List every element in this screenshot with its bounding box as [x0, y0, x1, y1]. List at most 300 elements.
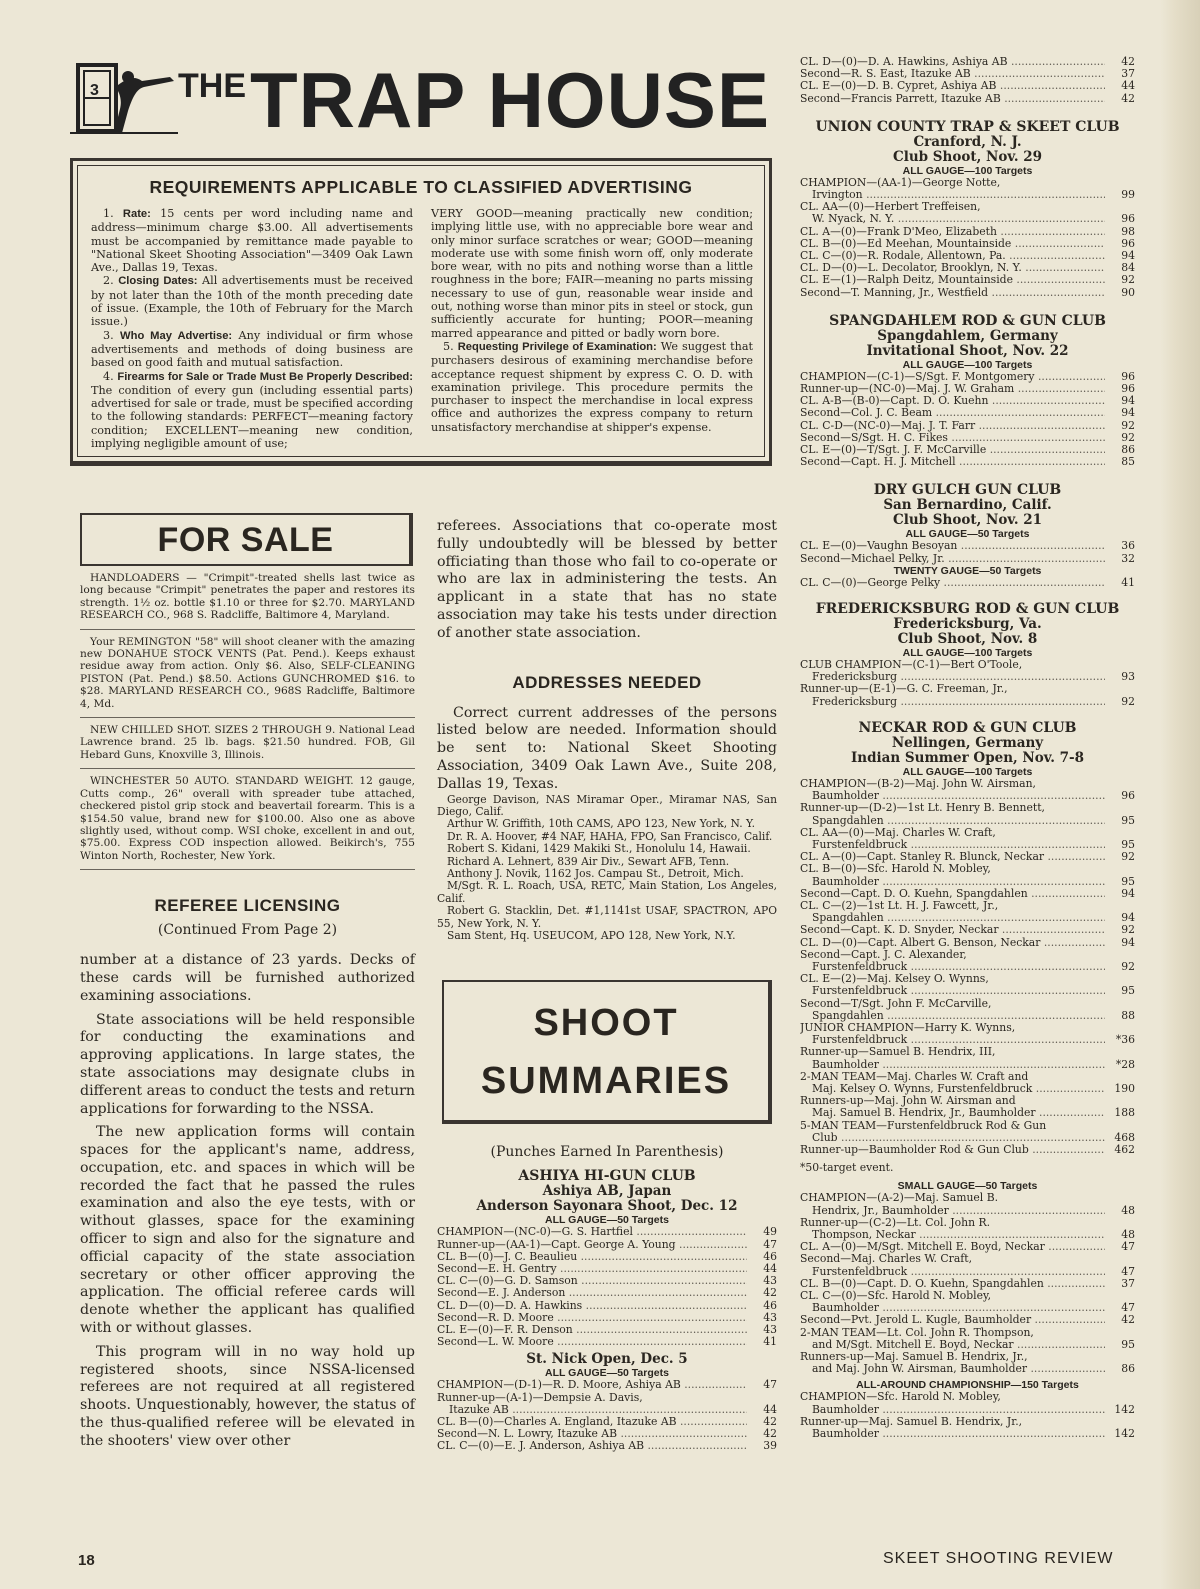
score-value: 93	[1105, 671, 1135, 683]
score-entry: CL. B—(0)—J. C. Beaulieu .....	[437, 1251, 747, 1263]
score-list	[800, 540, 1135, 564]
score-row	[800, 1363, 1135, 1375]
requirements-title: REQUIREMENTS APPLICABLE TO CLASSIFIED ADVERTISING	[149, 177, 693, 197]
gauge-heading: ALL GAUGE—50 Targets	[545, 1214, 669, 1227]
score-row	[437, 1428, 777, 1440]
score-entry: Spangdahlen .....	[800, 815, 1105, 827]
requirement-item: 5. Requesting Privilege of Examination: We suggest that purchasers desirous of examining merchandise before acceptance request shipment by express C. O. D. with examination privilege. This procedure permits the purchaser to inspect the merchandise in local express office and authorizes the express company to return unsatisfactory merchandise at shipper's expense.	[431, 339, 753, 434]
score-row	[800, 1132, 1135, 1144]
score-entry: CL. C—(0)—G. D. Samson .....	[437, 1275, 747, 1287]
list-item: Anthony J. Novik, 1162 Jos. Campau St., Detroit, Mich.	[447, 867, 744, 880]
score-row	[800, 1059, 1135, 1071]
score-value: 462	[1105, 1144, 1135, 1156]
club-name: FREDERICKSBURG ROD & GUN CLUB	[815, 601, 1120, 618]
score-entry: Runner-up—(C-2)—Lt. Col. John R.	[800, 1216, 991, 1229]
list-item: Robert G. Stacklin, Det. #1,1141st USAF, SPACTRON, APO 55, New York, N. Y.	[437, 904, 777, 930]
score-value: 44	[747, 1404, 777, 1416]
score-entry: Furstenfeldbruck .....	[800, 985, 1105, 997]
score-entry: Runner-up—(NC-0)—Maj. J. W. Graham .....	[800, 383, 1105, 395]
left-column	[80, 513, 415, 1457]
score-value: 142	[1105, 1404, 1135, 1416]
requirement-item: 1. Rate: 15 cents per word including name and address—minimum charge $3.00. All advertisements must be accompanied by remittance made payable to "National Skeet Shooting Association"—3409 Oak Lawn Ave., Dallas 19, Texas.	[91, 207, 413, 275]
page-number: 18	[78, 1552, 95, 1569]
score-row	[800, 1022, 1135, 1034]
score-value: *28	[1105, 1059, 1135, 1071]
score-entry: Baumholder .....	[800, 1404, 1105, 1416]
score-row	[800, 1229, 1135, 1241]
score-entry: CL. A—(0)—Capt. Stanley R. Blunck, Neckar .....	[800, 851, 1105, 863]
requirements-box	[70, 158, 772, 464]
score-entry: Second—L. W. Moore .....	[437, 1336, 747, 1348]
score-entry: Maj. Kelsey O. Wynns, Furstenfeldbruck .....	[800, 1083, 1105, 1095]
score-entry: Second—Capt. J. C. Alexander,	[800, 948, 967, 961]
score-entry: CL. C—(2)—1st Lt. H. J. Fawcett, Jr.,	[800, 899, 999, 912]
score-row	[800, 1120, 1135, 1132]
score-entry: CL. A—(0)—Frank D'Meo, Elizabeth .....	[800, 226, 1105, 238]
score-entry: Hendrix, Jr., Baumholder .....	[800, 1205, 1105, 1217]
score-row	[800, 1404, 1135, 1416]
score-row	[800, 802, 1135, 814]
score-row	[800, 671, 1135, 683]
score-entry: Second—T. Manning, Jr., Westfield .....	[800, 287, 1105, 299]
score-value: 188	[1105, 1107, 1135, 1119]
gauge-heading: ALL GAUGE—50 Targets	[545, 1367, 669, 1380]
logo-number: 3	[90, 82, 99, 99]
score-value: 49	[747, 1226, 777, 1238]
score-entry: Second—Col. J. C. Beam .....	[800, 407, 1105, 419]
score-row	[800, 383, 1135, 395]
score-row	[800, 1266, 1135, 1278]
score-row	[800, 1278, 1135, 1290]
score-row	[437, 1226, 777, 1238]
score-entry: CL. AA—(0)—Maj. Charles W. Craft,	[800, 826, 996, 839]
score-value: 42	[1105, 56, 1135, 68]
score-value: 94	[1105, 407, 1135, 419]
score-entry: CL. E—(0)—F. R. Denson .....	[437, 1324, 747, 1336]
score-entry: 5-MAN TEAM—Furstenfeldbruck Rod & Gun	[800, 1119, 1047, 1132]
score-row	[437, 1324, 777, 1336]
score-entry: and Maj. John W. Airsman, Baumholder .....	[800, 1363, 1105, 1375]
club-location: Cranford, N. J.	[913, 133, 1022, 150]
score-entry: Spangdahlen .....	[800, 1010, 1105, 1022]
score-entry: CL. B—(0)—Ed Meehan, Mountainside .....	[800, 238, 1105, 250]
score-entry: Second—Capt. H. J. Mitchell .....	[800, 456, 1105, 468]
score-entry: Second—Maj. Charles W. Craft,	[800, 1253, 973, 1266]
score-value: 43	[747, 1324, 777, 1336]
score-row	[800, 1416, 1135, 1428]
score-row	[800, 213, 1135, 225]
club-name: UNION COUNTY TRAP & SKEET CLUB	[815, 118, 1120, 135]
club-location: Spangdahlem, Germany	[877, 327, 1058, 344]
score-entry: Second—Pvt. Jerold L. Kugle, Baumholder .....	[800, 1314, 1105, 1326]
summaries-subtitle: (Punches Earned In Parenthesis)	[490, 1144, 724, 1161]
middle-column	[437, 518, 777, 1453]
score-row	[800, 420, 1135, 432]
event-name: St. Nick Open, Dec. 5	[526, 1351, 688, 1368]
score-row	[800, 540, 1135, 552]
score-row	[800, 876, 1135, 888]
header-title: TRAP HOUSE	[250, 56, 770, 144]
score-row	[437, 1300, 777, 1312]
score-entry: Second—R. D. Moore .....	[437, 1312, 747, 1324]
score-row	[437, 1416, 777, 1428]
score-entry: CL. E—(1)—Ralph Deitz, Mountainside .....	[800, 274, 1105, 286]
score-row	[800, 1095, 1135, 1107]
score-row	[800, 456, 1135, 468]
score-row	[800, 553, 1135, 565]
score-value: 47	[747, 1239, 777, 1251]
club-name: ASHIYA HI-GUN CLUB	[518, 1168, 696, 1185]
score-row	[437, 1336, 777, 1348]
score-row	[800, 68, 1135, 80]
score-value: 88	[1105, 1010, 1135, 1022]
score-value: 47	[1105, 1302, 1135, 1314]
list-item: Dr. R. A. Hoover, #4 NAF, HAHA, FPO, San Francisco, Calif.	[447, 829, 773, 843]
score-entry: Itazuke AB .....	[437, 1404, 747, 1416]
addresses-intro: Correct current addresses of the persons listed below are needed. Information should be sent to: National Skeet Shooting Association, 3409 Oak Lawn Ave., Suite 208, Dallas 19, Texas.	[437, 704, 777, 792]
score-value: 42	[747, 1287, 777, 1299]
score-value: 47	[1105, 1241, 1135, 1253]
score-row	[800, 189, 1135, 201]
gauge-heading: ALL GAUGE—100 Targets	[902, 647, 1033, 660]
score-value: 94	[1105, 937, 1135, 949]
score-entry: CHAMPION—(D-1)—R. D. Moore, Ashiya AB .....	[437, 1379, 747, 1391]
gauge-heading: ALL GAUGE—100 Targets	[902, 358, 1033, 371]
score-row	[800, 407, 1135, 419]
score-entry: CL. C—(0)—R. Rodale, Allentown, Pa. .....	[800, 250, 1105, 262]
page-edge	[1160, 0, 1200, 1589]
event-name: Invitational Shoot, Nov. 22	[866, 342, 1069, 359]
score-row	[800, 815, 1135, 827]
list-item: George Davison, NAS Miramar Oper., Miramar NAS, San Diego, Calif.	[437, 792, 777, 818]
classified-ad: HANDLOADERS — "Crimpit"-treated shells last twice as long because "Crimpit" penetrates the paper and restores its strength. 1½ oz. bottle $1.10 or three for $2.70. MARYLAND RESEARCH CO., 968 S. Radcliffe, Baltimore 4, Maryland.	[80, 566, 415, 630]
score-row	[800, 839, 1135, 851]
score-row	[800, 1241, 1135, 1253]
score-row	[800, 961, 1135, 973]
score-row	[800, 1144, 1135, 1156]
classified-ad: NEW CHILLED SHOT. SIZES 2 THROUGH 9. National Lead Lawrence brand. 25 lb. bags. $21.50 hundred. FOB, Gil Hebard Guns, Knoxville 3, Illinois.	[80, 718, 415, 769]
score-row	[800, 238, 1135, 250]
score-entry: CL. A—(0)—M/Sgt. Mitchell E. Boyd, Neckar .....	[800, 1241, 1105, 1253]
score-row	[800, 577, 1135, 589]
club-name: DRY GULCH GUN CLUB	[873, 482, 1062, 499]
score-value: 32	[1105, 553, 1135, 565]
score-row	[800, 250, 1135, 262]
score-row	[800, 432, 1135, 444]
for-sale-heading: FOR SALE	[80, 513, 413, 566]
referee-licensing-heading: REFEREE LICENSING	[154, 896, 341, 916]
event-name: Club Shoot, Nov. 29	[892, 148, 1043, 165]
gauge-heading: ALL GAUGE—100 Targets	[902, 164, 1033, 177]
score-list	[800, 577, 1135, 589]
score-row	[800, 949, 1135, 961]
score-value: 39	[747, 1440, 777, 1452]
score-row	[800, 1034, 1135, 1046]
list-item: Richard A. Lehnert, 839 Air Div., Sewart AFB, Tenn.	[447, 854, 730, 868]
trap-house-header	[70, 55, 770, 150]
score-row	[800, 201, 1135, 213]
club-name: SPANGDAHLEM ROD & GUN CLUB	[829, 312, 1106, 329]
score-entry: CHAMPION—Sfc. Harold N. Mobley,	[800, 1391, 1001, 1404]
score-row	[800, 56, 1135, 68]
score-entry: W. Nyack, N. Y. .....	[800, 213, 1105, 225]
score-entry: CL. E—(0)—D. B. Cypret, Ashiya AB .....	[800, 80, 1105, 92]
score-entry: Furstenfeldbruck .....	[800, 1266, 1105, 1278]
score-value: 43	[747, 1312, 777, 1324]
list-item: M/Sgt. R. L. Roach, USA, RETC, Main Station, Los Angeles, Calif.	[437, 879, 777, 905]
score-value: 468	[1105, 1132, 1135, 1144]
score-entry: and M/Sgt. Mitchell E. Boyd, Neckar .....	[800, 1339, 1105, 1351]
score-list	[800, 659, 1135, 708]
score-value: 37	[1105, 68, 1135, 80]
address-list	[437, 794, 777, 943]
score-list	[800, 1192, 1135, 1375]
score-row	[800, 371, 1135, 383]
score-value: 36	[1105, 540, 1135, 552]
score-row	[437, 1251, 777, 1263]
score-value: 43	[747, 1275, 777, 1287]
score-entry: Runner-up—Samuel B. Hendrix, III,	[800, 1046, 996, 1059]
score-entry: CHAMPION—(NC-0)—G. S. Hartfiel .....	[437, 1226, 747, 1238]
score-row	[800, 827, 1135, 839]
score-entry: Club .....	[800, 1132, 1105, 1144]
score-list	[800, 1391, 1135, 1440]
score-row	[437, 1263, 777, 1275]
score-value: 92	[1105, 924, 1135, 936]
score-row	[800, 659, 1135, 671]
score-value: 42	[1105, 1314, 1135, 1326]
header-the: THE	[178, 67, 246, 105]
gauge-heading: ALL GAUGE—50 Targets	[905, 528, 1030, 541]
club-name: NECKAR ROD & GUN CLUB	[858, 719, 1077, 736]
score-entry: Second—Capt. D. O. Kuehn, Spangdahlen .....	[800, 888, 1105, 900]
score-value: 84	[1105, 262, 1135, 274]
score-value: 95	[1105, 815, 1135, 827]
score-entry: 2-MAN TEAM—Maj. Charles W. Craft and	[800, 1070, 1029, 1083]
score-row	[800, 226, 1135, 238]
score-value: 44	[1105, 80, 1135, 92]
score-row	[800, 1046, 1135, 1058]
score-value: 85	[1105, 456, 1135, 468]
score-entry: CL. D—(0)—D. A. Hawkins, Ashiya AB .....	[800, 56, 1105, 68]
score-entry: CL. C—(0)—George Pelky .....	[800, 577, 1105, 589]
score-row	[800, 683, 1135, 695]
score-entry: CL. AA—(0)—Herbert Treffeisen,	[800, 201, 981, 214]
score-row	[800, 287, 1135, 299]
score-entry: Baumholder .....	[800, 876, 1105, 888]
score-entry: Second—N. L. Lowry, Itazuke AB .....	[437, 1428, 747, 1440]
score-value: 46	[747, 1251, 777, 1263]
score-list	[800, 177, 1135, 299]
score-entry: Runners-up—Maj. Samuel B. Hendrix, Jr.,	[800, 1351, 1028, 1364]
magazine-name: SKEET SHOOTING REVIEW	[883, 1550, 1114, 1567]
referee-continued-note: (Continued From Page 2)	[157, 922, 338, 939]
gauge-heading: ALL-AROUND CHAMPIONSHIP—150 Targets	[856, 1379, 1079, 1392]
score-value: 46	[747, 1300, 777, 1312]
score-row	[800, 1253, 1135, 1265]
score-entry: Second—S/Sgt. H. C. Fikes .....	[800, 432, 1105, 444]
score-entry: Runner-up—(D-2)—1st Lt. Henry B. Bennett,	[800, 802, 1045, 815]
list-item: Sam Stent, Hq. USEUCOM, APO 128, New York, N.Y.	[447, 929, 736, 943]
score-row	[800, 1391, 1135, 1403]
requirement-item: 2. Closing Dates: All advertisements must be received by not later than the 10th of the month preceding date of issue. (Example, the 10th of February for the March issue.)	[91, 274, 413, 329]
score-value: 41	[1105, 577, 1135, 589]
list-item: Robert S. Kidani, 1429 Makiki St., Honolulu 14, Hawaii.	[447, 842, 751, 856]
club-location: Fredericksburg, Va.	[893, 616, 1042, 633]
score-row	[800, 924, 1135, 936]
score-entry: Thompson, Neckar .....	[800, 1229, 1105, 1241]
score-entry: JUNIOR CHAMPION—Harry K. Wynns,	[800, 1021, 1016, 1034]
score-value: *36	[1105, 1034, 1135, 1046]
footnote: *50-target event.	[800, 1161, 894, 1175]
referee-article-continued: referees. Associations that co-operate most fully undoubtedly will be blessed by better officiating than those who fail to co-operate or who are lax in administering the tests. An applicant in a state that has no state association may take his tests under direction of another state association.	[437, 518, 777, 641]
list-item: Arthur W. Griffith, 10th CAMS, APO 123, New York, N. Y.	[447, 817, 756, 831]
score-row	[800, 888, 1135, 900]
gauge-heading: SMALL GAUGE—50 Targets	[897, 1180, 1038, 1193]
score-row	[800, 274, 1135, 286]
score-value: 96	[1105, 371, 1135, 383]
score-row	[800, 998, 1135, 1010]
score-row	[800, 177, 1135, 189]
score-row	[800, 1327, 1135, 1339]
score-row	[800, 1302, 1135, 1314]
score-row	[800, 790, 1135, 802]
score-value: 44	[747, 1263, 777, 1275]
requirements-left-column	[91, 207, 413, 450]
score-list	[437, 1226, 777, 1348]
score-row	[437, 1287, 777, 1299]
score-row	[437, 1239, 777, 1251]
score-row	[800, 1192, 1135, 1204]
score-value: 42	[747, 1416, 777, 1428]
right-column	[800, 56, 1135, 1440]
score-entry: Runner-up—(E-1)—G. C. Freeman, Jr.,	[800, 683, 1008, 696]
score-value: 94	[1105, 888, 1135, 900]
score-entry: Fredericksburg .....	[800, 696, 1105, 708]
divider-bar	[70, 462, 772, 466]
gauge-heading: TWENTY GAUGE—50 Targets	[893, 564, 1042, 577]
score-entry: CHAMPION—(B-2)—Maj. John W. Airsman,	[800, 777, 1036, 790]
score-entry: Runners-up—Maj. John W. Airsman and	[800, 1095, 1016, 1108]
score-value: 94	[1105, 250, 1135, 262]
score-value: 94	[1105, 395, 1135, 407]
event-name: Indian Summer Open, Nov. 7-8	[850, 749, 1085, 766]
score-entry: Second—E. J. Anderson .....	[437, 1287, 747, 1299]
score-entry: Baumholder .....	[800, 1059, 1105, 1071]
score-value: 99	[1105, 189, 1135, 201]
score-row	[437, 1275, 777, 1287]
score-value: 95	[1105, 985, 1135, 997]
score-row	[800, 1351, 1135, 1363]
score-entry: CL. C—(0)—E. J. Anderson, Ashiya AB .....	[437, 1440, 747, 1452]
score-row	[800, 937, 1135, 949]
score-row	[800, 93, 1135, 105]
event-name: Club Shoot, Nov. 8	[897, 631, 1038, 648]
score-entry: Irvington .....	[800, 189, 1105, 201]
score-value: 42	[747, 1428, 777, 1440]
score-entry: CL. D—(0)—L. Decolator, Brooklyn, N. Y. .....	[800, 262, 1105, 274]
score-value: 86	[1105, 444, 1135, 456]
club-location: Ashiya AB, Japan	[542, 1183, 672, 1200]
score-value: 190	[1105, 1083, 1135, 1095]
club-location: Nellingen, Germany	[891, 734, 1044, 751]
score-row	[437, 1440, 777, 1452]
score-row	[800, 863, 1135, 875]
score-entry: CL. E—(0)—Vaughn Besoyan .....	[800, 540, 1105, 552]
score-value: 96	[1105, 790, 1135, 802]
score-row	[800, 900, 1135, 912]
score-list	[437, 1379, 777, 1452]
score-row	[437, 1379, 777, 1391]
score-entry: CL. B—(0)—Sfc. Harold N. Mobley,	[800, 863, 991, 876]
score-entry: CL. D—(0)—D. A. Hawkins .....	[437, 1300, 747, 1312]
score-row	[437, 1392, 777, 1404]
score-list	[800, 371, 1135, 469]
score-value: 96	[1105, 238, 1135, 250]
score-entry: Runner-up—(A-1)—Dempsie A. Davis,	[437, 1391, 643, 1404]
score-list	[800, 778, 1135, 1156]
score-row	[800, 1071, 1135, 1083]
score-entry: CL. B—(0)—Capt. D. O. Kuehn, Spangdahlen .....	[800, 1278, 1105, 1290]
score-entry: CL. E—(2)—Maj. Kelsey O. Wynns,	[800, 973, 989, 986]
score-value: 96	[1105, 383, 1135, 395]
score-row	[800, 912, 1135, 924]
score-entry: CL. E—(0)—T/Sgt. J. F. McCarville .....	[800, 444, 1105, 456]
score-value: 92	[1105, 420, 1135, 432]
score-value: 47	[747, 1379, 777, 1391]
event-name: Anderson Sayonara Shoot, Dec. 12	[476, 1198, 738, 1215]
score-row	[800, 80, 1135, 92]
score-value: 94	[1105, 912, 1135, 924]
score-row	[800, 778, 1135, 790]
score-entry: Second—E. H. Gentry .....	[437, 1263, 747, 1275]
score-value: 95	[1105, 1339, 1135, 1351]
score-entry: Baumholder .....	[800, 1428, 1105, 1440]
score-value: 142	[1105, 1428, 1135, 1440]
score-row	[800, 1290, 1135, 1302]
score-entry: Runner-up—Maj. Samuel B. Hendrix, Jr.,	[800, 1415, 1023, 1428]
requirement-item: 3. Who May Advertise: Any individual or firm whose advertisements and methods of doing business are based on good faith and mutual satisfaction.	[91, 328, 414, 370]
trap-house-logo	[70, 55, 180, 140]
score-entry: 2-MAN TEAM—Lt. Col. John R. Thompson,	[800, 1326, 1034, 1339]
score-row	[800, 1107, 1135, 1119]
score-value: 92	[1105, 432, 1135, 444]
gauge-heading: ALL GAUGE—100 Targets	[902, 765, 1033, 778]
score-entry: Runner-up—Baumholder Rod & Gun Club .....	[800, 1144, 1105, 1156]
score-entry: CL. D—(0)—Capt. Albert G. Benson, Neckar .....	[800, 937, 1105, 949]
score-entry: Second—Michael Pelky, Jr. .....	[800, 553, 1105, 565]
score-entry: Furstenfeldbruck .....	[800, 839, 1105, 851]
score-entry: CL. C—(0)—Sfc. Harold N. Mobley,	[800, 1290, 992, 1303]
score-row	[800, 851, 1135, 863]
score-value: 47	[1105, 1266, 1135, 1278]
addresses-needed-heading: ADDRESSES NEEDED	[512, 672, 702, 692]
score-entry: Baumholder .....	[800, 1302, 1105, 1314]
score-entry: CHAMPION—(AA-1)—George Notte,	[800, 176, 1001, 189]
classified-ad: Your REMINGTON "58" will shoot cleaner with the amazing new DONAHUE STOCK VENTS (Pat. Pend.). Keeps exhaust residue away from action. Only $6. Also, SELF-CLEANING PISTON (Pat. Pend.) $8.50. Actions GUNCHROMED $16. to $28. MARYLAND RESEARCH CO., 968S Radcliffe, Baltimore 4, Md.	[80, 630, 415, 718]
score-row	[800, 1010, 1135, 1022]
shoot-summaries-heading: SHOOT SUMMARIES	[442, 980, 772, 1124]
score-entry: Second—Francis Parrett, Itazuke AB .....	[800, 93, 1105, 105]
score-value: 92	[1105, 961, 1135, 973]
score-entry: Second—Capt. K. D. Snyder, Neckar .....	[800, 924, 1105, 936]
score-row	[800, 1217, 1135, 1229]
score-row	[800, 973, 1135, 985]
score-list	[800, 56, 1135, 105]
score-value: 95	[1105, 839, 1135, 851]
score-row	[800, 444, 1135, 456]
score-value: 92	[1105, 851, 1135, 863]
